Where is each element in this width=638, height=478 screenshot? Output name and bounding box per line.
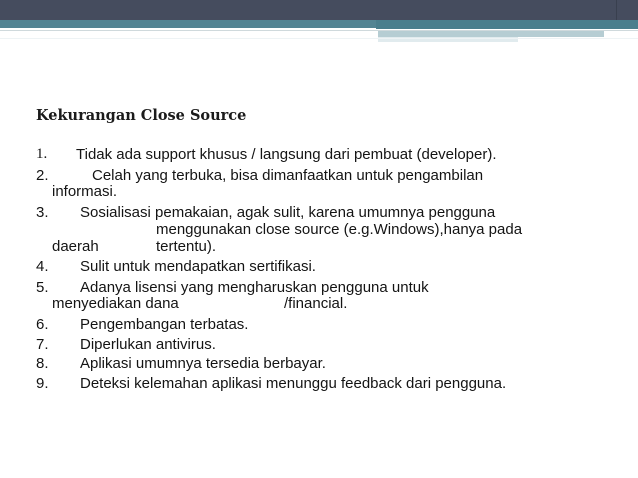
list-number: 6. <box>36 316 49 333</box>
list-number: 3. <box>36 204 49 221</box>
header-divider <box>616 0 617 20</box>
list-item-text: Aplikasi umumnya tersedia berbayar. <box>80 355 326 372</box>
list-item-text: daerah <box>52 238 99 255</box>
header-dark-band <box>0 0 638 20</box>
list-item-text: menyediakan dana <box>52 295 179 312</box>
list-item-text: informasi. <box>52 183 118 200</box>
list-item-text: Sosialisasi pemakaian, agak sulit, karena umumnya pengguna <box>80 204 496 221</box>
list-item-text: Sulit untuk mendapatkan sertifikasi. <box>80 258 316 275</box>
list-item-text: Celah yang terbuka, bisa dimanfaatkan untuk pengambilan <box>92 167 484 184</box>
list-number: 4. <box>36 258 49 275</box>
list-number: 5. <box>36 279 49 296</box>
list-item-text: Deteksi kelemahan aplikasi menunggu feedback dari pengguna. <box>80 375 507 392</box>
list-item-text: Tidak ada support khusus / langsung dari pembuat (developer). <box>76 146 497 163</box>
list-number: 8. <box>36 355 49 372</box>
slide-title: Kekurangan Close Source <box>36 107 247 124</box>
list-item-text: Diperlukan antivirus. <box>80 336 216 353</box>
header-rule-light <box>0 38 638 39</box>
list-number: 7. <box>36 336 49 353</box>
list-item-text: menggunakan close source (e.g.Windows),hanya pada <box>156 221 523 238</box>
list-item-text: Adanya lisensi yang mengharuskan pengguna untuk <box>80 279 429 296</box>
list-number: 9. <box>36 375 49 392</box>
header-teal-accent <box>376 20 638 29</box>
list-number: 1. <box>36 146 48 162</box>
list-item-text: tertentu). <box>156 238 217 255</box>
list-number: 2. <box>36 167 49 184</box>
list-item-text: /financial. <box>284 295 348 312</box>
list-item-text: Pengembangan terbatas. <box>80 316 249 333</box>
